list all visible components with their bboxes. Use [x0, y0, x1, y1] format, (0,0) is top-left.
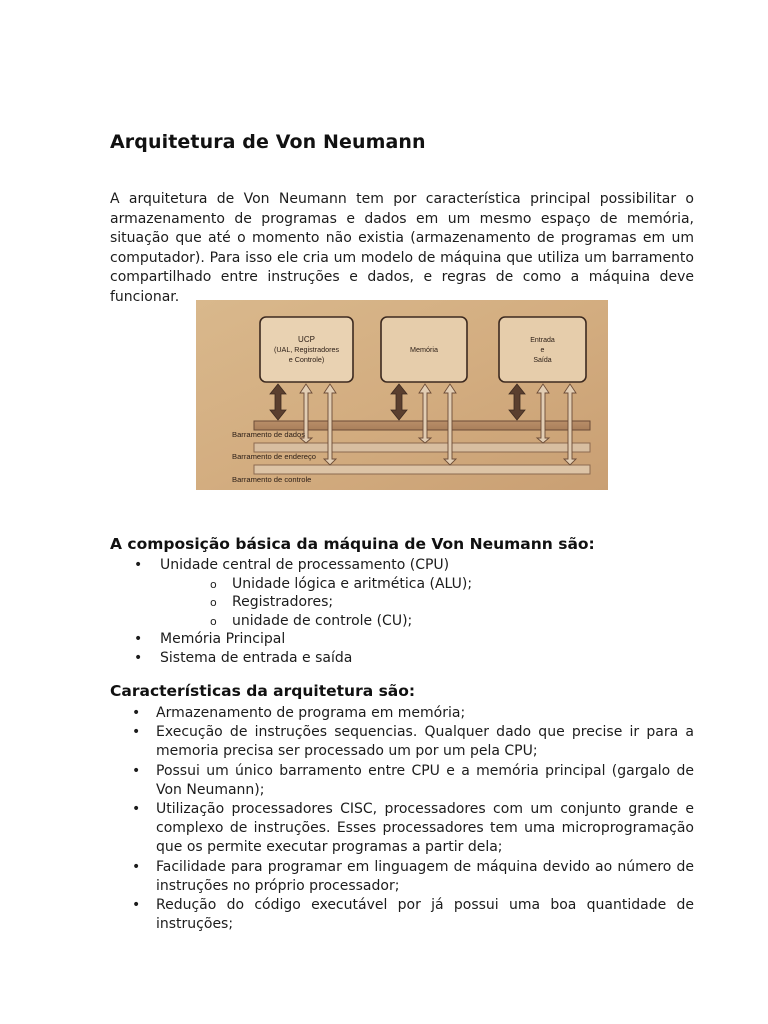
- list-item: • Redução do código executável por já possui uma boa quantidade de instruções;: [132, 896, 694, 934]
- address-bus: [254, 443, 590, 452]
- sublist-item: o Unidade lógica e aritmética (ALU);: [160, 575, 694, 594]
- cpu-label-1: UCP: [298, 335, 315, 344]
- intro-paragraph: A arquitetura de Von Neumann tem por característica principal possibilitar o armazenamento de programas e dados em um mesmo espaço de memória, situação que até o momento não existia (armazenamento de programas em um computador). Para isso ele cria um modelo de máquina que utiliza um barramento compartilhado entre instruções e dados, e regras de como a máquina deve funcionar.: [110, 191, 694, 305]
- cpu-label-2: (UAL, Registradores: [273, 345, 340, 354]
- list-item-label: Sistema de entrada e saída: [160, 649, 353, 666]
- page-title: Arquitetura de Von Neumann: [110, 131, 426, 153]
- diagram-svg: [196, 300, 608, 490]
- address-bus-label: Barramento de endereço: [232, 452, 317, 461]
- data-bus-label: Barramento de dados: [232, 430, 306, 439]
- features-list: [132, 704, 694, 934]
- list-item: • Execução de instruções sequencias. Qualquer dado que precise ir para a memoria precisa ser processado um por um pela CPU;: [132, 723, 694, 761]
- io-label-2: e: [540, 347, 545, 354]
- control-bus-label: Barramento de controle: [232, 475, 312, 484]
- control-bus: [254, 465, 590, 474]
- io-label-1: Entrada: [530, 337, 555, 344]
- memory-label: Memória: [410, 345, 438, 354]
- list-item: [134, 630, 694, 649]
- cpu-label-3: e Controle): [288, 355, 325, 364]
- sublist-item: o Registradores;: [160, 593, 694, 612]
- list-item: • Utilização processadores CISC, processadores com um conjunto grande e complexo de instruções. Esses processadores tem uma microprogramação que os permite executar programas a partir dela;: [132, 800, 694, 858]
- features-heading: Características da arquitetura são:: [110, 682, 416, 700]
- von-neumann-diagram: [196, 300, 608, 490]
- sublist-item: o unidade de controle (CU);: [160, 612, 694, 631]
- list-item: • Armazenamento de programa em memória;: [132, 704, 694, 723]
- list-item: [134, 649, 694, 668]
- io-label-3: Saída: [533, 357, 552, 364]
- composition-heading: A composição básica da máquina de Von Neumann são:: [110, 535, 595, 553]
- list-item: • Possui um único barramento entre CPU e a memória principal (gargalo de Von Neumann);: [132, 762, 694, 800]
- list-item: • Facilidade para programar em linguagem de máquina devido ao número de instruções no próprio processador;: [132, 858, 694, 896]
- composition-list: [134, 556, 694, 667]
- list-item: [134, 556, 694, 630]
- cpu-sublist: [160, 575, 694, 631]
- list-item-label: Memória Principal: [160, 631, 286, 647]
- list-item-label: Unidade central de processamento (CPU): [160, 557, 450, 573]
